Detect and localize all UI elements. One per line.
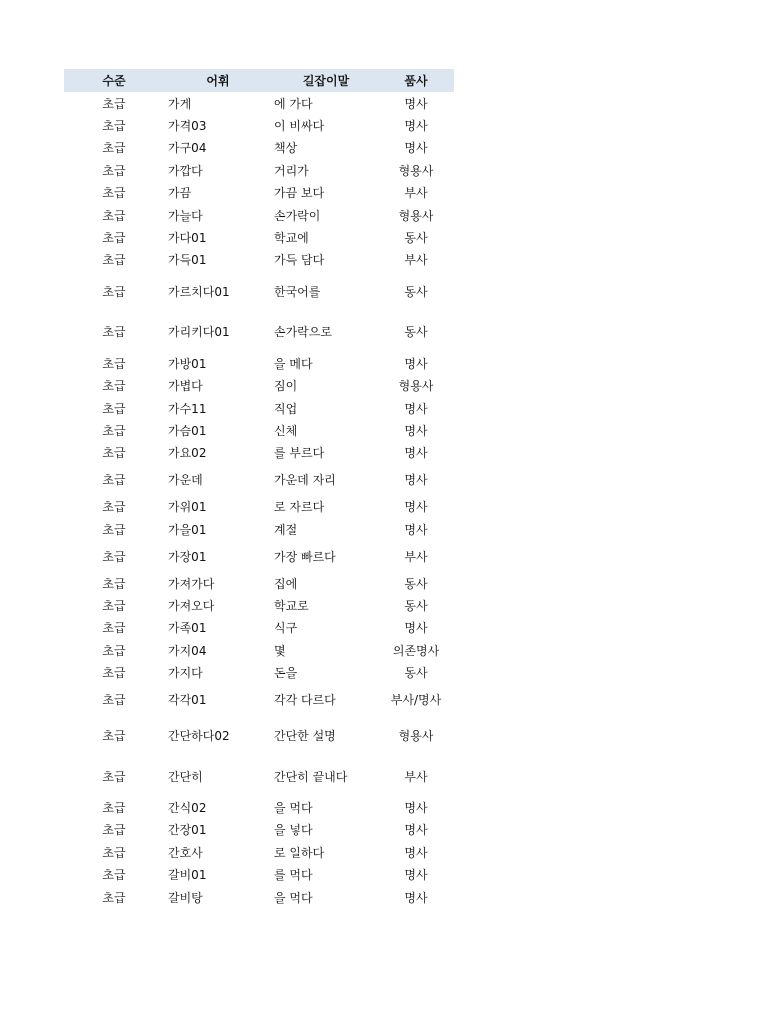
cell-word[interactable]: 가요02 (168, 446, 207, 461)
cell-word[interactable]: 가구04 (168, 141, 207, 156)
table-row (64, 137, 454, 159)
cell-word[interactable]: 가리키다01 (168, 325, 230, 340)
cell-level[interactable]: 초급 (102, 693, 126, 708)
cell-pos[interactable]: 명사 (404, 621, 428, 636)
cell-pos[interactable]: 명사 (404, 500, 428, 515)
cell-word[interactable]: 가득01 (168, 253, 207, 268)
cell-pos[interactable]: 명사 (404, 141, 428, 156)
cell-pos[interactable]: 동사 (404, 325, 428, 340)
table-row (64, 464, 454, 496)
cell-word[interactable]: 가다01 (168, 231, 207, 246)
table-header (64, 69, 454, 92)
cell-pos[interactable]: 동사 (404, 576, 428, 591)
cell-level[interactable]: 초급 (102, 473, 126, 488)
table-row (64, 617, 454, 639)
cell-guide[interactable]: 신체 (274, 423, 298, 438)
cell-level[interactable]: 초급 (102, 119, 126, 134)
cell-word[interactable]: 가지04 (168, 643, 207, 658)
cell-level[interactable]: 초급 (102, 845, 126, 860)
cell-guide[interactable]: 책상 (274, 141, 298, 156)
cell-level[interactable]: 초급 (102, 801, 126, 815)
cell-guide[interactable]: 가운데 자리 (274, 473, 336, 488)
cell-word[interactable]: 가격03 (168, 119, 207, 134)
cell-word[interactable]: 가장01 (168, 549, 207, 564)
cell-guide[interactable]: 짐이 (274, 379, 298, 394)
cell-word[interactable]: 갈비01 (168, 868, 207, 883)
table-row (64, 375, 454, 397)
cell-level[interactable]: 초급 (102, 423, 126, 438)
cell-level[interactable]: 초급 (102, 868, 126, 883)
cell-level[interactable]: 초급 (102, 522, 126, 537)
cell-pos[interactable]: 형용사 (398, 379, 434, 394)
cell-guide[interactable]: 돈을 (274, 666, 298, 681)
cell-level[interactable]: 초급 (102, 401, 126, 416)
cell-pos[interactable]: 명사 (404, 423, 428, 438)
cell-word[interactable]: 간식02 (168, 801, 207, 815)
cell-guide[interactable]: 거리가 (274, 163, 309, 178)
table-row (64, 249, 454, 271)
cell-level[interactable]: 초급 (102, 598, 126, 613)
cell-level[interactable]: 초급 (102, 500, 126, 515)
cell-level[interactable]: 초급 (102, 549, 126, 564)
cell-word[interactable]: 간단하다02 (168, 729, 230, 744)
cell-pos[interactable]: 명사 (404, 96, 428, 111)
header-pos[interactable]: 품사 (404, 74, 428, 88)
table-row (64, 159, 454, 181)
table-row (64, 594, 454, 616)
cell-level[interactable]: 초급 (102, 769, 126, 784)
cell-guide[interactable]: 학교에 (274, 231, 309, 246)
cell-pos[interactable]: 명사 (404, 446, 428, 461)
cell-pos[interactable]: 형용사 (398, 208, 434, 223)
cell-level[interactable]: 초급 (102, 208, 126, 223)
cell-word[interactable]: 가위01 (168, 500, 207, 515)
cell-word[interactable]: 가수11 (168, 401, 207, 416)
table-row (64, 756, 454, 797)
table-row (64, 271, 454, 312)
cell-level[interactable]: 초급 (102, 666, 126, 681)
cell-guide[interactable]: 로 일하다 (274, 845, 325, 860)
cell-guide[interactable]: 가득 담다 (274, 253, 325, 268)
cell-level[interactable]: 초급 (102, 231, 126, 246)
cell-word[interactable]: 가끔 (168, 186, 192, 201)
cell-word[interactable]: 가져오다 (168, 598, 215, 613)
cell-level[interactable]: 초급 (102, 253, 126, 268)
cell-word[interactable]: 간호사 (168, 845, 203, 860)
vocabulary-table (64, 69, 454, 908)
table-row (64, 715, 454, 756)
cell-pos[interactable]: 명사 (404, 890, 428, 905)
cell-level[interactable]: 초급 (102, 356, 126, 371)
cell-guide[interactable]: 을 메다 (274, 356, 313, 371)
cell-guide[interactable]: 간단한 설명 (274, 729, 336, 744)
cell-pos[interactable]: 명사 (404, 119, 428, 134)
cell-word[interactable]: 가슴01 (168, 423, 207, 438)
cell-pos[interactable]: 명사 (404, 356, 428, 371)
table-row (64, 863, 454, 885)
cell-pos[interactable]: 명사 (404, 823, 428, 838)
cell-word[interactable]: 가져가다 (168, 576, 215, 591)
cell-level[interactable]: 초급 (102, 325, 126, 340)
cell-pos[interactable]: 명사 (404, 522, 428, 537)
table-row (64, 114, 454, 136)
cell-guide[interactable]: 을 넣다 (274, 823, 313, 838)
table-row (64, 639, 454, 661)
cell-guide[interactable]: 를 먹다 (274, 868, 313, 883)
cell-level[interactable]: 초급 (102, 186, 126, 201)
cell-pos[interactable]: 부사 (404, 549, 428, 564)
cell-pos[interactable]: 부사 (404, 186, 428, 201)
cell-guide[interactable]: 간단히 끝내다 (274, 769, 348, 784)
cell-pos[interactable]: 명사 (404, 868, 428, 883)
cell-word[interactable]: 갈비탕 (168, 890, 203, 905)
cell-word[interactable]: 간단히 (168, 769, 203, 784)
cell-level[interactable]: 초급 (102, 729, 126, 744)
table-row (64, 92, 454, 114)
cell-pos[interactable]: 동사 (404, 598, 428, 613)
cell-level[interactable]: 초급 (102, 621, 126, 636)
cell-guide[interactable]: 로 자르다 (274, 500, 325, 515)
cell-level[interactable]: 초급 (102, 163, 126, 178)
cell-word[interactable]: 가지다 (168, 666, 203, 681)
cell-pos[interactable]: 동사 (404, 666, 428, 681)
cell-word[interactable]: 가르치다01 (168, 284, 230, 299)
cell-level[interactable]: 초급 (102, 141, 126, 156)
cell-word[interactable]: 가운데 (168, 473, 203, 488)
cell-level[interactable]: 초급 (102, 284, 126, 299)
header-level[interactable]: 수준 (102, 74, 126, 88)
table-row (64, 684, 454, 716)
cell-pos[interactable]: 명사 (404, 401, 428, 416)
cell-guide[interactable]: 이 비싸다 (274, 119, 325, 134)
cell-word[interactable]: 가늘다 (168, 208, 203, 223)
cell-word[interactable]: 가게 (168, 96, 192, 111)
cell-pos[interactable]: 부사/명사 (390, 693, 442, 708)
table-row (64, 819, 454, 841)
cell-pos[interactable]: 형용사 (398, 163, 434, 178)
table-row (64, 886, 454, 908)
table-row (64, 661, 454, 683)
cell-level[interactable]: 초급 (102, 446, 126, 461)
cell-guide[interactable]: 에 가다 (274, 96, 313, 111)
table-row (64, 796, 454, 818)
cell-guide[interactable]: 몇 (274, 643, 286, 658)
table-row (64, 572, 454, 594)
table-body (64, 92, 454, 908)
cell-guide[interactable]: 직업 (274, 401, 298, 416)
cell-guide[interactable]: 한국어를 (274, 284, 321, 299)
cell-guide[interactable]: 가장 빠르다 (274, 549, 336, 564)
cell-guide[interactable]: 을 먹다 (274, 890, 313, 905)
cell-pos[interactable]: 동사 (404, 284, 428, 299)
cell-word[interactable]: 가방01 (168, 356, 207, 371)
cell-word[interactable]: 가볍다 (168, 379, 203, 394)
header-guide[interactable]: 길잡이말 (302, 74, 350, 88)
cell-pos[interactable]: 의존명사 (392, 643, 440, 658)
cell-word[interactable]: 각각01 (168, 693, 207, 708)
header-word[interactable]: 어휘 (206, 74, 230, 88)
cell-word[interactable]: 가족01 (168, 621, 207, 636)
cell-pos[interactable]: 형용사 (398, 729, 434, 744)
table-row (64, 352, 454, 374)
cell-guide[interactable]: 손가락이 (274, 208, 321, 223)
cell-word[interactable]: 가을01 (168, 522, 207, 537)
table-row (64, 226, 454, 248)
cell-level[interactable]: 초급 (102, 96, 126, 111)
cell-guide[interactable]: 계절 (274, 522, 298, 537)
cell-pos[interactable]: 동사 (404, 231, 428, 246)
cell-pos[interactable]: 명사 (404, 473, 428, 488)
cell-level[interactable]: 초급 (102, 643, 126, 658)
cell-guide[interactable]: 손가락으로 (274, 325, 332, 340)
cell-pos[interactable]: 명사 (404, 801, 428, 815)
cell-guide[interactable]: 가끔 보다 (274, 186, 325, 201)
cell-guide[interactable]: 을 먹다 (274, 801, 313, 815)
cell-pos[interactable]: 부사 (404, 253, 428, 268)
table-row (64, 518, 454, 540)
cell-word[interactable]: 가깝다 (168, 163, 203, 178)
cell-guide[interactable]: 식구 (274, 621, 298, 636)
table-row (64, 419, 454, 441)
table-row (64, 182, 454, 204)
cell-guide[interactable]: 학교로 (274, 598, 309, 613)
cell-level[interactable]: 초급 (102, 576, 126, 591)
cell-guide[interactable]: 각각 다르다 (274, 693, 336, 708)
table-row (64, 540, 454, 572)
table-row (64, 442, 454, 464)
table-row (64, 397, 454, 419)
table-row (64, 496, 454, 518)
table-row (64, 841, 454, 863)
cell-pos[interactable]: 명사 (404, 845, 428, 860)
cell-pos[interactable]: 부사 (404, 769, 428, 784)
cell-word[interactable]: 간장01 (168, 823, 207, 838)
cell-guide[interactable]: 집에 (274, 576, 298, 591)
cell-level[interactable]: 초급 (102, 890, 126, 905)
table-row (64, 204, 454, 226)
cell-level[interactable]: 초급 (102, 823, 126, 838)
cell-guide[interactable]: 를 부르다 (274, 446, 325, 461)
cell-level[interactable]: 초급 (102, 379, 126, 394)
table-row (64, 312, 454, 353)
